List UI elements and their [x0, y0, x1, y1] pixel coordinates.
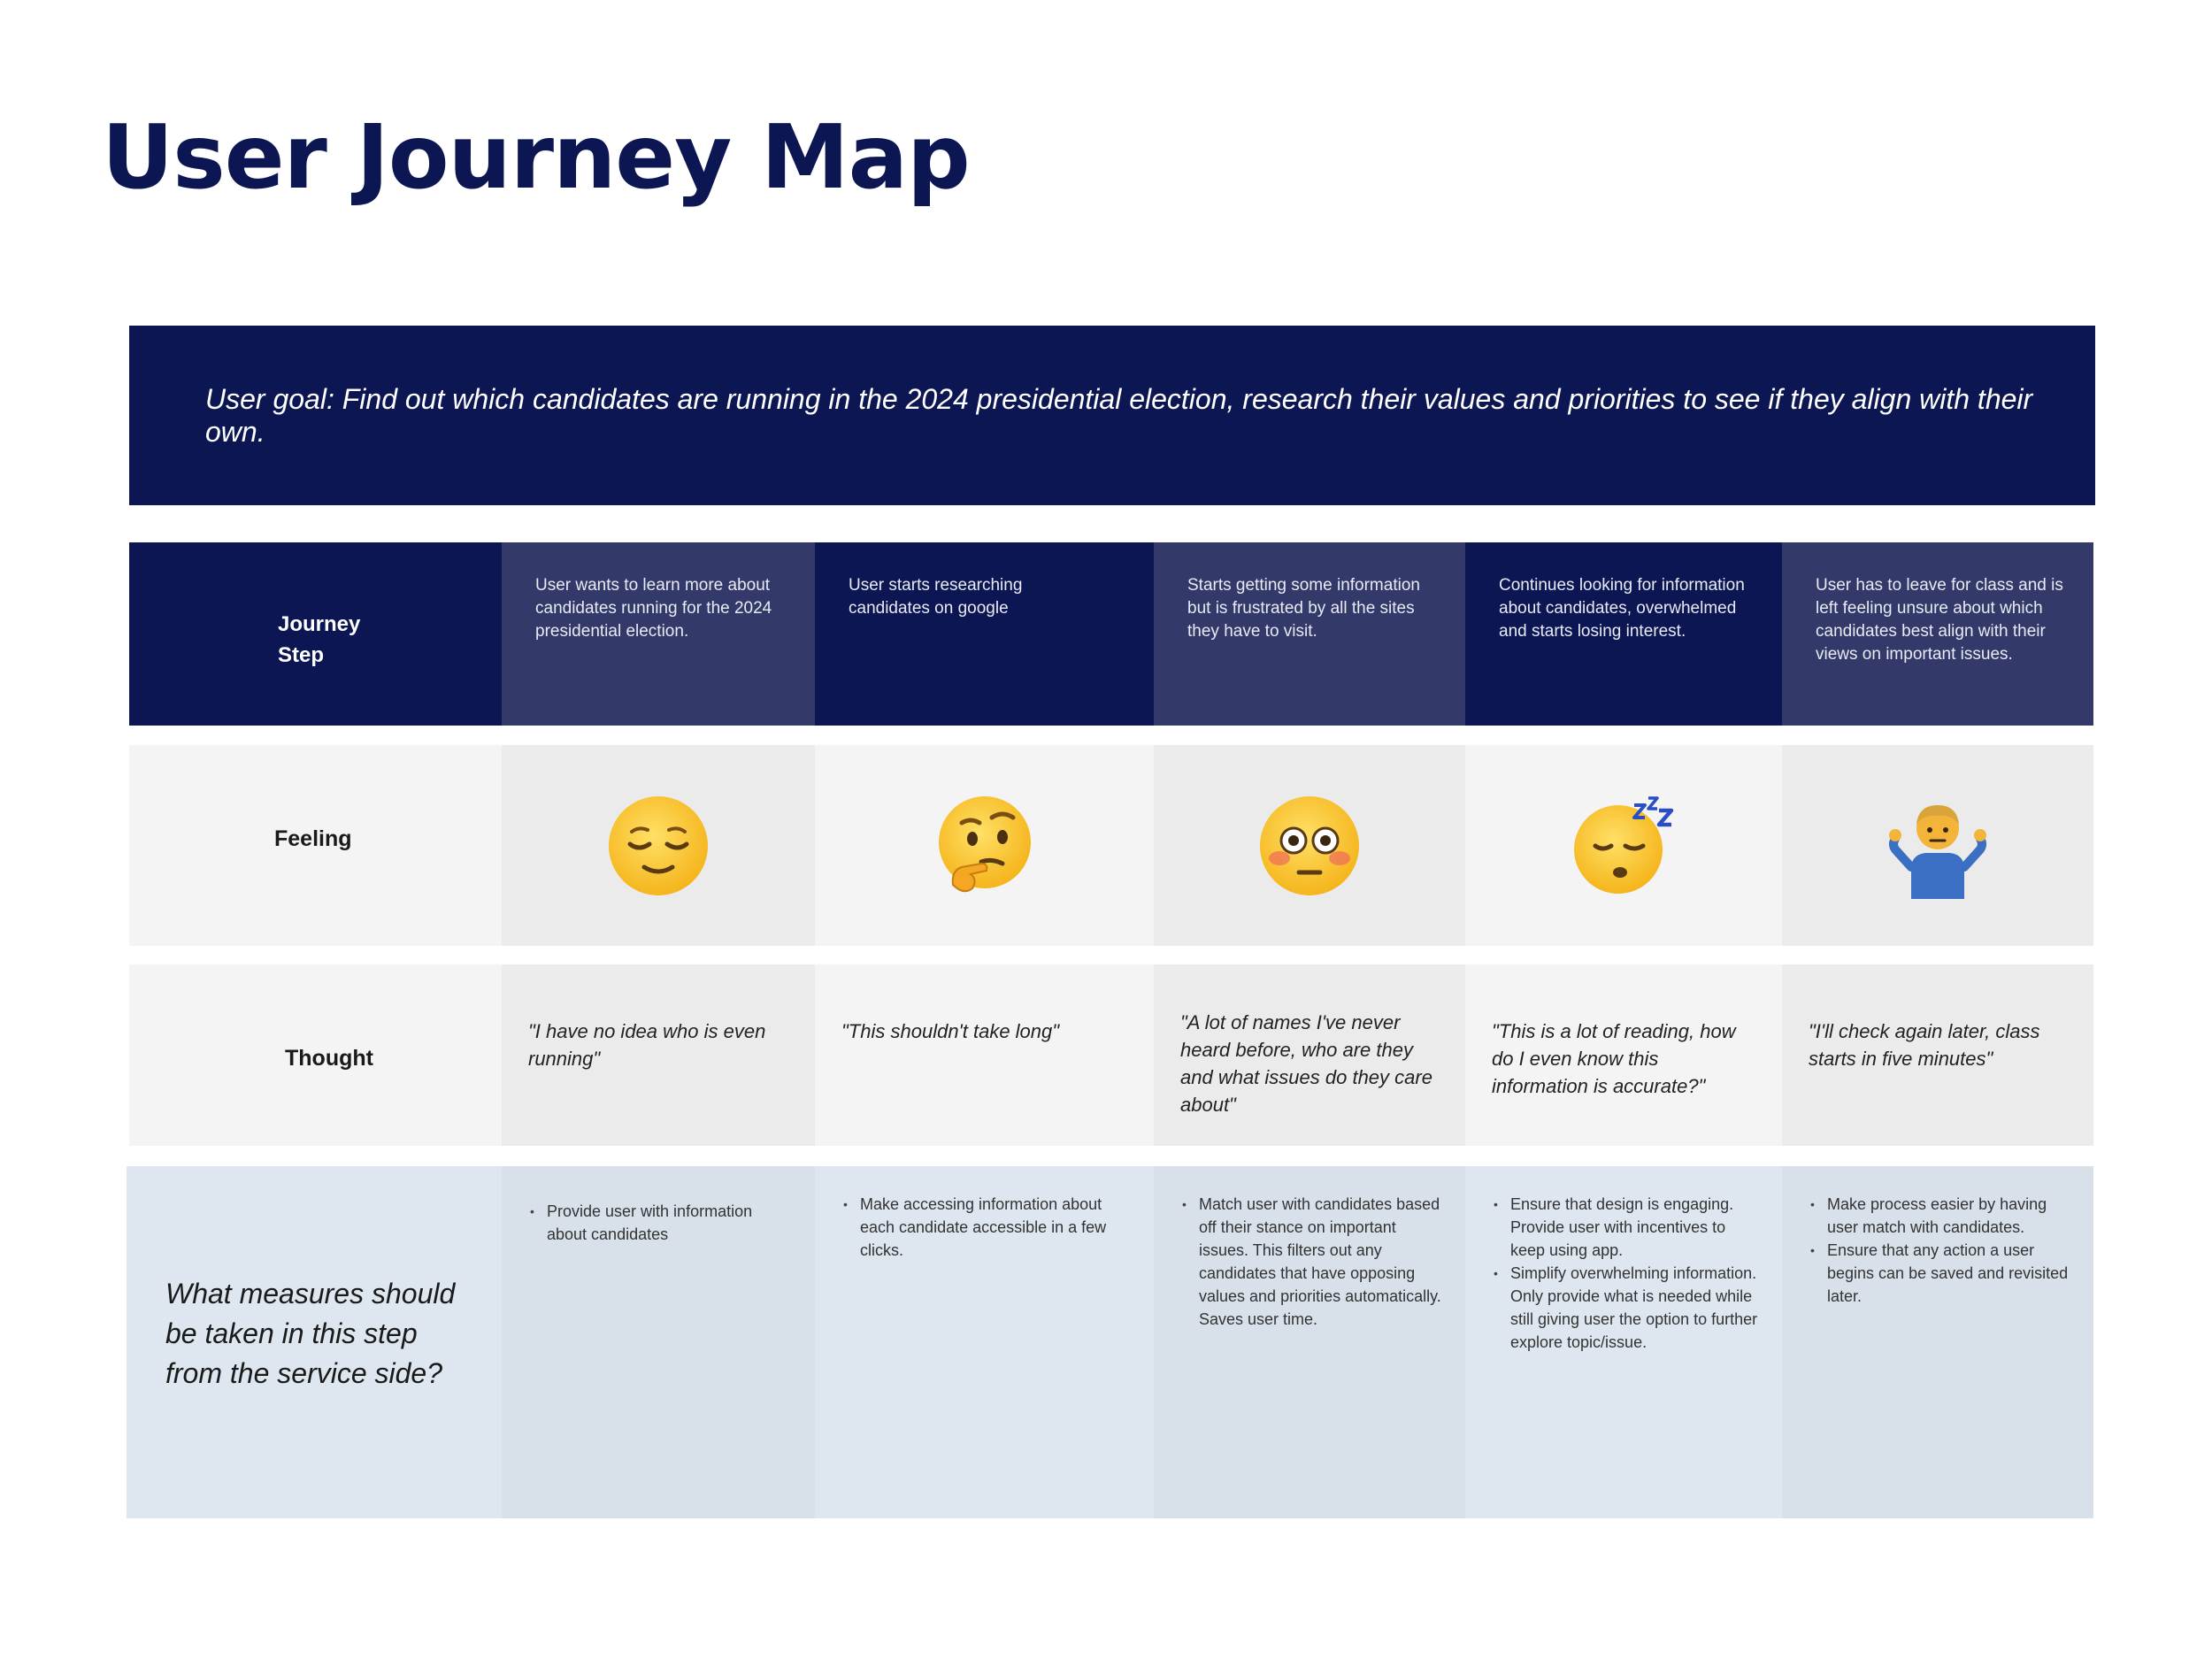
journey-step-label: Journey Step	[278, 612, 361, 667]
measures-cell	[1465, 1166, 1782, 1518]
measures-list	[530, 1200, 795, 1246]
measures-cell	[502, 1166, 815, 1518]
measures-label: What measures should be taken in this step from the service side?	[165, 1278, 456, 1389]
measures-header	[127, 1166, 502, 1518]
measures-list	[843, 1193, 1109, 1262]
flushed-face-icon	[1256, 793, 1363, 899]
journey-step-cell	[1465, 542, 1782, 726]
measures-list	[1494, 1193, 1759, 1354]
measures-list	[1810, 1193, 2076, 1308]
measures-cell	[1154, 1166, 1465, 1518]
thought-label: Thought	[285, 1046, 373, 1071]
thinking-face-icon	[932, 793, 1038, 899]
measures-list	[1182, 1193, 1448, 1331]
feeling-cell	[1465, 745, 1782, 946]
thought-text: "I have no idea who is even running"	[528, 1020, 766, 1070]
measure-item: • Match user with candidates based off their stance on important issues. This filters out any candidates that have opposing values and priorities automatically. Saves user time.	[1182, 1193, 1448, 1331]
journey-step-cell	[1154, 542, 1465, 726]
journey-step-text: User starts researching candidates on google	[849, 576, 1023, 618]
journey-step-row	[129, 542, 2093, 726]
user-goal-banner	[129, 326, 2095, 505]
measure-item: • Ensure that any action a user begins can be saved and revisited later.	[1810, 1239, 2076, 1308]
measure-item: • Provide user with information about candidates	[530, 1200, 795, 1246]
thought-row	[129, 964, 2093, 1146]
journey-step-text: User wants to learn more about candidates running for the 2024 presidential election.	[535, 576, 772, 641]
measures-cell	[815, 1166, 1154, 1518]
journey-step-text: Continues looking for information about candidates, overwhelmed and starts losing interest.	[1499, 576, 1745, 641]
measure-item: • Make accessing information about each candidate accessible in a few clicks.	[843, 1193, 1109, 1262]
sleeping-face-icon	[1571, 793, 1677, 899]
thought-cell	[502, 964, 815, 1146]
measure-item: • Make process easier by having user match with candidates.	[1810, 1193, 2076, 1239]
user-goal-text: User goal: Find out which candidates are running in the 2024 presidential election, research their values and priorities to see if they align with their own.	[205, 382, 2033, 448]
relieved-face-icon	[605, 793, 711, 899]
journey-step-text: User has to leave for class and is left feeling unsure about which candidates best align with their views on important issues.	[1816, 576, 2063, 664]
feeling-cell	[815, 745, 1154, 946]
thought-cell	[1782, 964, 2093, 1146]
person-shrugging-icon	[1885, 793, 1991, 899]
journey-step-cell	[1782, 542, 2093, 726]
feeling-row	[129, 745, 2093, 946]
feeling-header	[129, 745, 502, 946]
measure-item: • Simplify overwhelming information. Only provide what is needed while still giving user the option to further explore topic/issue.	[1494, 1262, 1759, 1354]
feeling-cell	[1782, 745, 2093, 946]
page-title: User Journey Map	[102, 105, 970, 209]
measures-row	[127, 1166, 2094, 1518]
thought-text: "This is a lot of reading, how do I even know this information is accurate?"	[1492, 1020, 1736, 1097]
thought-header	[129, 964, 502, 1146]
journey-step-header	[129, 542, 502, 726]
feeling-cell	[502, 745, 815, 946]
measure-item: • Ensure that design is engaging. Provide user with incentives to keep using app.	[1494, 1193, 1759, 1262]
feeling-cell	[1154, 745, 1465, 946]
journey-step-cell	[502, 542, 815, 726]
journey-step-text: Starts getting some information but is frustrated by all the sites they have to visit.	[1187, 576, 1420, 641]
feeling-label: Feeling	[274, 826, 352, 851]
thought-text: "I'll check again later, class starts in five minutes"	[1809, 1020, 2040, 1070]
thought-cell	[815, 964, 1154, 1146]
journey-step-cell	[815, 542, 1154, 726]
thought-cell	[1465, 964, 1782, 1146]
thought-cell	[1154, 964, 1465, 1146]
measures-cell	[1782, 1166, 2093, 1518]
thought-text: "A lot of names I've never heard before, who are they and what issues do they care about"	[1180, 1011, 1432, 1116]
thought-text: "This shouldn't take long"	[841, 1020, 1060, 1042]
